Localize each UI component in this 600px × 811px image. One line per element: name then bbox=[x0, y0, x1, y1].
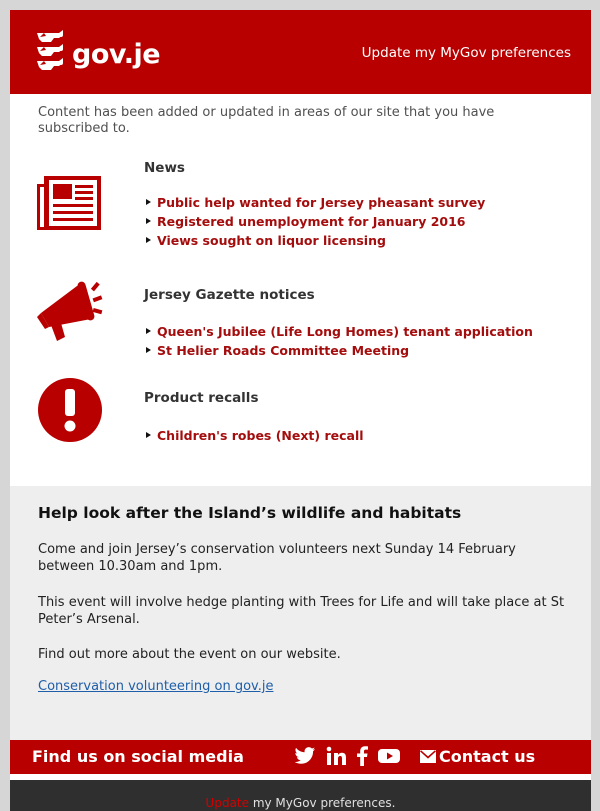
gazette-link[interactable]: St Helier Roads Committee Meeting bbox=[157, 343, 410, 358]
list-item[interactable] bbox=[146, 341, 533, 360]
list-item[interactable] bbox=[146, 231, 485, 250]
social-icons bbox=[294, 746, 410, 766]
update-preferences-link[interactable]: Update my MyGov preferences bbox=[361, 45, 571, 61]
recalls-list bbox=[146, 426, 364, 445]
exclamation-circle-icon bbox=[37, 377, 103, 447]
conservation-link[interactable]: Conservation volunteering on gov.je bbox=[38, 679, 274, 694]
list-item[interactable] bbox=[146, 193, 485, 212]
header-bar bbox=[10, 10, 591, 94]
footer-bar bbox=[10, 780, 591, 811]
intro-text: Content has been added or updated in areas of our site that you have subscribed to. bbox=[38, 105, 495, 136]
promo-paragraph: Find out more about the event on our website. bbox=[38, 647, 341, 662]
envelope-icon bbox=[420, 750, 436, 763]
footer-update-link[interactable]: Update bbox=[205, 796, 250, 810]
promo-paragraph: This event will involve hedge planting with Trees for Life and will take place at St Peter’s Arsenal. bbox=[38, 595, 565, 627]
linkedin-icon[interactable] bbox=[326, 746, 346, 766]
list-item[interactable] bbox=[146, 212, 485, 231]
facebook-icon[interactable] bbox=[356, 746, 368, 766]
bullet-arrow-icon bbox=[146, 347, 151, 353]
bullet-arrow-icon bbox=[146, 432, 151, 438]
newspaper-icon bbox=[37, 174, 103, 236]
govje-logo[interactable] bbox=[34, 29, 160, 79]
social-title: Find us on social media bbox=[32, 747, 244, 766]
news-list bbox=[146, 193, 485, 250]
footer-text bbox=[10, 796, 591, 810]
gazette-link[interactable]: Queen's Jubilee (Life Long Homes) tenant application bbox=[157, 324, 533, 339]
news-title: News bbox=[144, 160, 185, 176]
email-container bbox=[10, 10, 591, 811]
list-item[interactable] bbox=[146, 426, 364, 445]
news-link[interactable]: Registered unemployment for January 2016 bbox=[157, 214, 466, 229]
twitter-icon[interactable] bbox=[294, 746, 316, 766]
jersey-crest-icon bbox=[34, 29, 68, 79]
social-bar bbox=[10, 740, 591, 774]
bullet-arrow-icon bbox=[146, 328, 151, 334]
contact-us-link[interactable] bbox=[420, 747, 535, 766]
gazette-title: Jersey Gazette notices bbox=[144, 287, 315, 303]
news-link[interactable]: Views sought on liquor licensing bbox=[157, 233, 386, 248]
megaphone-icon bbox=[37, 279, 103, 347]
footer-rest-text: my MyGov preferences. bbox=[249, 796, 396, 810]
bullet-arrow-icon bbox=[146, 237, 151, 243]
bullet-arrow-icon bbox=[146, 199, 151, 205]
promo-heading: Help look after the Island’s wildlife and habitats bbox=[38, 504, 462, 522]
contact-us-label: Contact us bbox=[439, 747, 536, 766]
recall-link[interactable]: Children's robes (Next) recall bbox=[157, 428, 364, 443]
bullet-arrow-icon bbox=[146, 218, 151, 224]
youtube-icon[interactable] bbox=[378, 747, 400, 765]
gazette-list bbox=[146, 322, 533, 360]
recalls-title: Product recalls bbox=[144, 390, 259, 406]
logo-text: gov.je bbox=[72, 38, 161, 70]
promo-panel bbox=[10, 486, 591, 740]
news-link[interactable]: Public help wanted for Jersey pheasant survey bbox=[157, 195, 486, 210]
list-item[interactable] bbox=[146, 322, 533, 341]
promo-paragraph: Come and join Jersey’s conservation volunteers next Sunday 14 February between 10.30am and 1pm. bbox=[38, 542, 516, 574]
